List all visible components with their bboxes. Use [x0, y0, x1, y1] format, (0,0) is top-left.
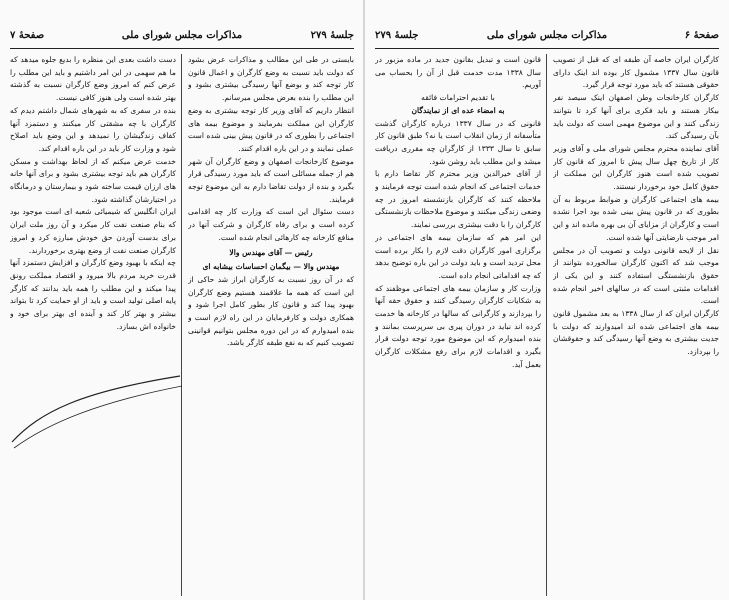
paragraph: که در آن روز نسبت به کارگران ابراز شد حاکی از این است که همه ما علاقمند هستیم وضع کارگران بهبود پیدا کند و قانون کار بطور کامل اجرا شود و همکاری دولت و کارفرمایان در این راه لازم است و بنده امیدوارم که در این دوره مجلس بتوانیم قوانینی تصویب کنیم که به نفع طبقه کارگر باشد.	[188, 274, 354, 348]
speaker-name: مهندس والا — بیگمان احساسات بیشابه ای	[202, 262, 340, 272]
page-header	[375, 30, 719, 46]
paragraph: کارگران ایران خاصه آن طبقه ای که قبل از تصویب قانون سال ۱۳۳۷ مشمول کار بوده اند اینک دارای حقوقی هستند که باید مورد توجه قرار گیرد.	[553, 55, 719, 90]
column-left	[10, 54, 176, 596]
paragraph: ایران انگلیس که شیمیائی شعبه ای است موجود بود که بنام صنعت نفت کار میکرد و آن روز ملت ایران برای بدست آوردن حق خودش مبارزه کرد و امروز کارگران صنعت نفت از وضع بهتری برخوردارند.	[10, 207, 176, 255]
paragraph: وزارت کار و سازمان بیمه های اجتماعی موظفند که به شکایات کارگران رسیدگی کنند و حقوق حقه آنها را بپردازند و کارگرانی که سالها در کارخانه ها خدمت کرده اند نباید در دوران پیری بی سرپرست بمانند و بنده امیدوارم که این موضوع مورد توجه دولت قرار بگیرد و اقدامات لازم برای رفع مشکلات کارگران بعمل آید.	[375, 283, 541, 369]
paragraph: موضوع کارخانجات اصفهان و وضع کارگران آن شهر هم از جمله مسائلی است که باید مورد رسیدگی قرار بگیرد و بنده از دولت تقاضا دارم به این موضوع توجه فرمایند.	[188, 156, 354, 204]
signature-line: به امضاء عده ای از نمایندگان	[411, 105, 505, 115]
page-number: صفحهٔ ۷	[10, 30, 45, 41]
text-columns	[375, 54, 719, 596]
paragraph: دست داشت بعدی این منظره را بدیع جلوه میدهد که ما هم سهمی در این امر داشتیم و باید این مطلب را عرض کنم که امروز وضع کارگران نسبت به گذشته بهتر شده است ولی هنوز کافی نیست.	[10, 55, 176, 103]
header-rule	[10, 48, 354, 49]
column-left	[375, 54, 541, 596]
paragraph: خدمت عرض میکنم که از لحاظ بهداشت و مسکن کارگران هم باید توجه بیشتری بشود و برای آنها خانه های ارزان قیمت ساخته شود و بیمارستان و درمانگاه در اختیارشان گذاشته شود.	[10, 156, 176, 204]
running-title: مذاکرات مجلس شورای ملی	[486, 30, 608, 41]
paragraph: انتظار داریم که آقای وزیر کار توجه بیشتری به وضع کارگران این مملکت بفرمایند و موضوع بیمه های اجتماعی را بطوری که در قانون پیش بینی شده است عملی نمایند و در این باره اقدام کنند.	[188, 105, 354, 153]
paragraph: نقل از لایحه قانونی دولت و تصویب آن در مجلس موجب شد که اکنون کارگران سالخورده بتوانند از حقوق بازنشستگی استفاده کنند و این یکی از اقدامات مثبتی است که در سالهای اخیر انجام شده است.	[553, 245, 719, 306]
page-number: صفحهٔ ۶	[684, 30, 719, 41]
paragraph: دست سئوال این است که وزارت کار چه اقدامی کرده است و برای رفاه کارگران و شرکت آنها در منافع کارخانه چه کارهائی انجام شده است.	[188, 207, 354, 242]
closing-line: با تقدیم احترامات فائقه	[421, 93, 495, 103]
paragraph: قانونی که در سال ۱۳۳۷ درباره کارگران گذشت متأسفانه از زمان انقلاب است یا نه؟ طبق قانون کار سابق تا سال ۱۳۳۳ از کارگران چه مقرری دریافت میشد و این مطلب باید روشن شود.	[375, 118, 541, 166]
paragraph: کارگران ایران که از سال ۱۳۳۸ به بعد مشمول قانون بیمه های اجتماعی شده اند امیدوارند که دولت با جدیت بیشتری به وضع آنها رسیدگی کند و حقوقشان را بپردازد.	[553, 309, 719, 357]
paragraph: چه اینکه با بهبود وضع کارگران و افزایش دستمزد آنها قدرت خرید مردم بالا میرود و اقتصاد مملکت رونق پیدا میکند و این مطلب را همه باید بدانند که کارگر پایه اصلی تولید است و باید از او حمایت کرد تا بتواند بیشتر و بهتر کار کند و آینده ای بهتر برای خود و خانواده اش بسازد.	[10, 258, 176, 331]
paragraph: بنده در سفری که به شهرهای شمال داشتم دیدم که کارگران با چه مشقتی کار میکنند و دستمزد آنها کفاف زندگیشان را نمیدهد و این وضع باید اصلاح شود و وزارت کار باید در این باره اقدام کند.	[10, 105, 176, 153]
paragraph: آقای نماینده محترم مجلس شورای ملی و آقای وزیر کار از تاریخ چهل سال پیش تا امروز که قانون کار تصویب شده است هنوز کارگران این مملکت از حقوق کامل خود برخوردار نیستند.	[553, 143, 719, 192]
page-header	[10, 30, 354, 46]
paragraph: این امر هم که سازمان بیمه های اجتماعی در برگزاری امور کارگران دقت لازم را بکار برده است محل تردید است و باید دولت در این باره توضیح بدهد که چه اقداماتی انجام داده است.	[375, 232, 541, 280]
column-divider	[181, 54, 182, 596]
paragraph: بایستی در طی این مطالب و مذاکرات عرض بشود که دولت باید نسبت به وضع کارگران و اعمال قانون کار توجه کند و بوضع آنها رسیدگی بیشتری بشود و این مطلب را بنده بعرض مجلس میرسانم.	[188, 55, 354, 103]
page-6	[365, 0, 729, 600]
column-right	[553, 54, 719, 596]
text-columns	[10, 54, 354, 596]
paragraph: از آقای خیرالدین وزیر محترم کار تقاضا دارم با خدمات اجتماعی که انجام شده است توجه فرمایند و ملاحظه کنند که کارگران بازنشسته امروز در چه وضعی زندگی میکنند و موضوع ملاحظات بازنشستگی کارگران را با دقت بیشتری بررسی نمایند.	[375, 169, 541, 230]
session-number: جلسهٔ ۲۷۹	[375, 30, 419, 41]
page-7	[0, 0, 364, 600]
paragraph: بیمه های اجتماعی کارگران و ضوابط مربوط به آن بطوری که در قانون پیش بینی شده بود اجرا نشده است و کارگران از مزایای آن بی بهره مانده اند و این امر موجب نارضایتی آنها شده است.	[553, 194, 719, 242]
paragraph: کارگران کارخانجات وطن اصفهان اینک سیصد نفر بیکار هستند و باید فکری برای آنها کرد تا بتوانند زندگی کنند و این موضوع مهمی است که دولت باید بآن رسیدگی کند.	[553, 93, 719, 141]
column-divider	[546, 54, 547, 596]
paragraph: قانون است و تبدیل بقانون جدید در ماده مزبور در سال ۱۳۳۸ مدت خدمت قبل از آن را بحساب می آوریم.	[375, 55, 541, 90]
header-rule	[375, 48, 719, 49]
running-title: مذاکرات مجلس شورای ملی	[121, 30, 243, 41]
speaker-heading: رئیس — آقای مهندس والا	[229, 247, 313, 257]
column-right	[188, 54, 354, 596]
session-number: جلسهٔ ۲۷۹	[310, 30, 354, 41]
